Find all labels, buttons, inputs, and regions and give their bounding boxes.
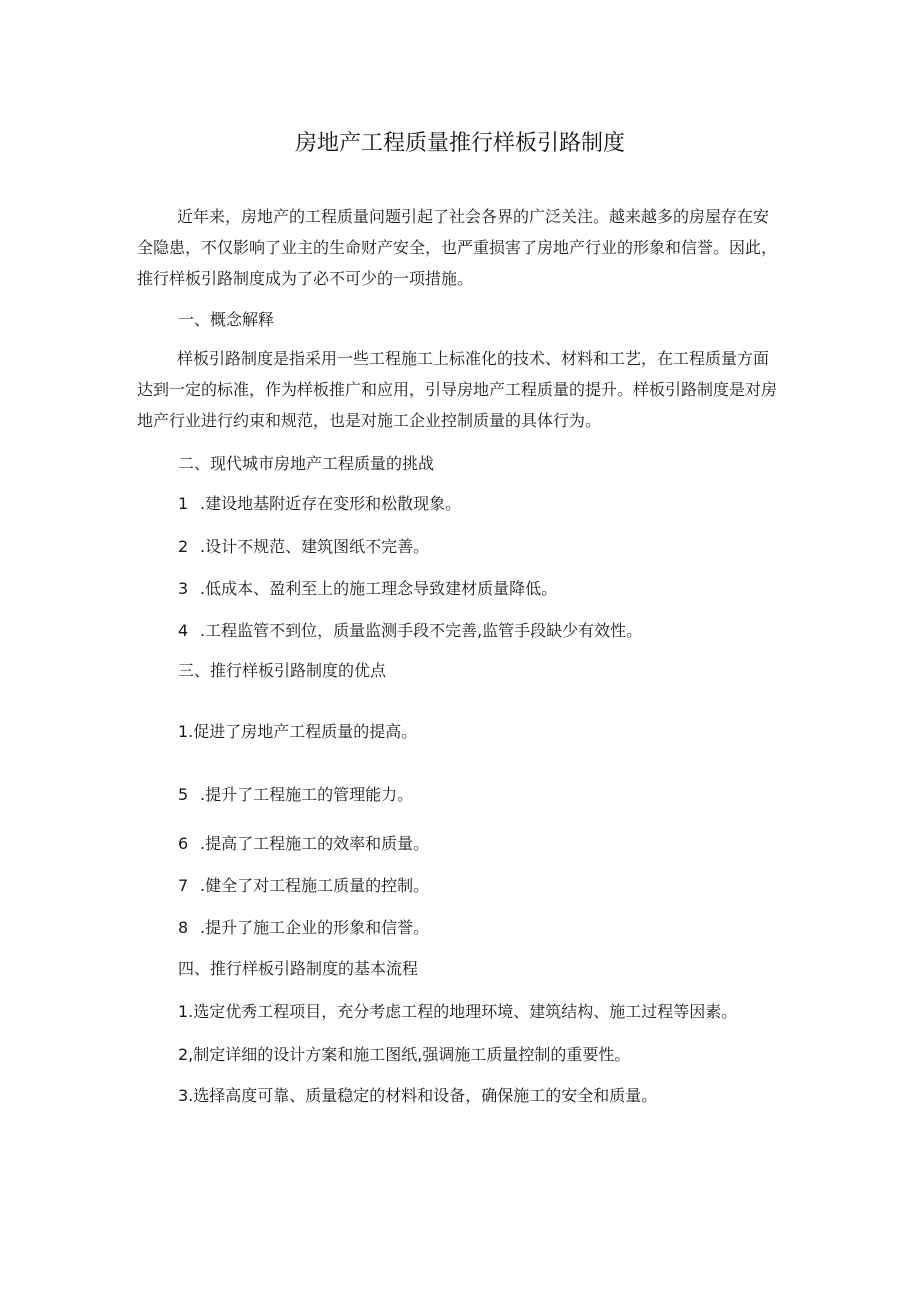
list-item-text: .提高了工程施工的效率和质量。 <box>200 834 430 853</box>
list-item-number: 5 <box>178 785 189 804</box>
list-item-number: 4 <box>178 621 189 640</box>
list-item-text: .低成本、盈利至上的施工理念导致建材质量降低。 <box>200 579 558 598</box>
list-item <box>178 783 818 807</box>
list-item-number: 2 <box>178 537 189 556</box>
list-item <box>178 619 818 643</box>
list-item <box>178 916 818 940</box>
section3-heading: 三、推行样板引路制度的优点 <box>178 661 387 680</box>
list-item: 1.选定优秀工程项目，充分考虑工程的地理环境、建筑结构、施工过程等因素。 <box>178 1002 738 1021</box>
list-item-number: 6 <box>178 834 189 853</box>
section1-body: 样板引路制度是指采用一些工程施工上标准化的技术、材料和工艺，在工程质量方面达到一定的标准，作为样板推广和应用，引导房地产工程质量的提升。样板引路制度是对房地产行业进行约束和规范，也是对施工企业控制质量的具体行为。 <box>137 349 778 430</box>
list-item-text: .建设地基附近存在变形和松散现象。 <box>200 494 462 513</box>
section2-heading: 二、现代城市房地产工程质量的挑战 <box>178 454 435 473</box>
list-item: 2,制定详细的设计方案和施工图纸,强调施工质量控制的重要性。 <box>178 1045 631 1064</box>
list-item: 3.选择高度可靠、质量稳定的材料和设备，确保施工的安全和质量。 <box>178 1086 658 1105</box>
section4-heading: 四、推行样板引路制度的基本流程 <box>178 959 419 978</box>
list-item-text: .健全了对工程施工质量的控制。 <box>200 876 430 895</box>
list-item-number: 1 <box>178 494 189 513</box>
list-item-text: .提升了工程施工的管理能力。 <box>200 785 414 804</box>
list-item-text: .设计不规范、建筑图纸不完善。 <box>200 537 430 556</box>
list-item <box>178 874 818 898</box>
list-item-number: 8 <box>178 918 189 937</box>
intro-paragraph: 近年来，房地产的工程质量问题引起了社会各界的广泛关注。越来越多的房屋存在安全隐患，不仅影响了业主的生命财产安全，也严重损害了房地产行业的形象和信誉。因此，推行样板引路制度成为了必不可少的一项措施。 <box>137 207 778 288</box>
list-item <box>178 577 818 601</box>
list-item-text: .提升了施工企业的形象和信誉。 <box>200 918 430 937</box>
list-item-number: 3 <box>178 579 189 598</box>
section1-heading: 一、概念解释 <box>178 310 275 329</box>
list-item-text: .工程监管不到位，质量监测手段不完善,监管手段缺少有效性。 <box>200 621 643 640</box>
list-item <box>178 492 818 516</box>
list-item <box>178 535 818 559</box>
list-item <box>178 832 818 856</box>
list-item: 1.促进了房地产工程质量的提高。 <box>178 722 418 741</box>
list-item-number: 7 <box>178 876 189 895</box>
document-title: 房地产工程质量推行样板引路制度 <box>294 131 625 156</box>
